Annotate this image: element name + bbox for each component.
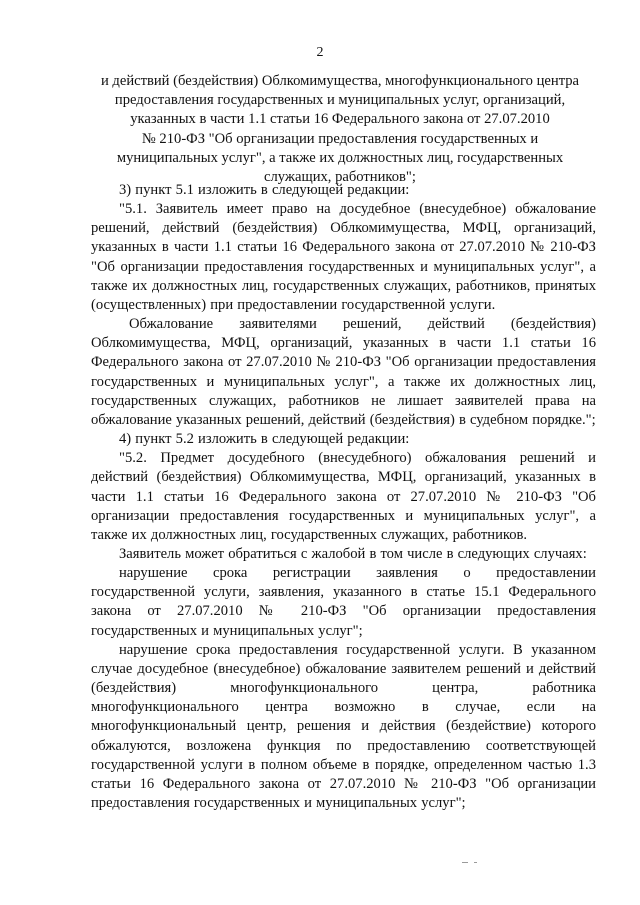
document-body (91, 181, 596, 813)
appeal-paragraph: Обжалование заявителями решений, действий (бездействия) Облкомимущества, МФЦ, организаций, указанных в части 1.1 статьи 16 Федерального закона от 27.07.2010 № 210-ФЗ "Об организации предоставления государственных и муниципальных услуг", а также их должностных лиц, государственных служащих, работников не лишает заявителей права на обжалование указанных решений, действий (бездействия) в судебном порядке."; (91, 316, 596, 428)
case-service-term-violation: нарушение срока предоставления государственной услуги. В указанном случае досудебное (внесудебное) обжалование заявителем решений и действий (бездействия) многофункционального центра, работника многофункционального центра возможно в случае, если на многофункциональный центр, решения и действия (бездействие) которого обжалуются, возложена функция по предоставлению соответствующей государственной услуги в полном объеме в порядке, определенном частью 1.3 статьи 16 Федерального закона от 27.07.2010 № 210-ФЗ "Об организации предоставления государственных и муниципальных услуг"; (91, 641, 596, 811)
heading-line: предоставления государственных и муниципальных услуг, организаций, (114, 92, 566, 109)
complaint-cases-intro: Заявитель может обратиться с жалобой в том числе в следующих случаях: (119, 545, 587, 562)
heading-line: служащих, работников"; (264, 169, 416, 186)
scan-speck (462, 862, 468, 863)
page-number: 2 (316, 45, 324, 60)
heading-line: муниципальных услуг", а также их должностных лиц, государственных (116, 149, 564, 166)
continued-heading (80, 72, 600, 187)
clause-5-2-paragraph: "5.2. Предмет досудебного (внесудебного) обжалования решений и действий (бездействия) Облкомимущества, МФЦ, организаций, указанных в части 1.1 статьи 16 Федерального закона от 27.07.2010 № 210-ФЗ "Об организации предоставления государственных и муниципальных услуг", а также их должностных лиц, государственных служащих, работников. (91, 450, 596, 543)
clause-5-1-paragraph: "5.1. Заявитель имеет право на досудебное (внесудебное) обжалование решений, действий (бездействия) Облкомимущества, МФЦ, организаций, указанных в части 1.1 статьи 16 Федерального закона от 27.07.2010 № 210-ФЗ "Об организации предоставления государственных и муниципальных услуг", а также их должностных лиц, государственных служащих, работников, принятых (осуществленных) при предоставлении государственной услуги. (91, 201, 596, 313)
case-registration-violation: нарушение срока регистрации заявления о предоставлении государственной услуги, заявления, указанного в статье 15.1 Федерального закона от 27.07.2010 № 210-ФЗ "Об организации предоставления государственных и муниципальных услуг"; (91, 565, 596, 639)
heading-line: и действий (бездействия) Облкомимущества, многофункционального центра (100, 73, 580, 89)
heading-line: указанных в части 1.1 статьи 16 Федерального закона от 27.07.2010 (130, 111, 550, 128)
amendment-item-3: 3) пункт 5.1 изложить в следующей редакции: (119, 182, 410, 198)
heading-line: № 210-ФЗ "Об организации предоставления государственных и (141, 130, 539, 147)
amendment-item-4: 4) пункт 5.2 изложить в следующей редакции: (119, 431, 410, 448)
scan-speck (474, 862, 477, 863)
